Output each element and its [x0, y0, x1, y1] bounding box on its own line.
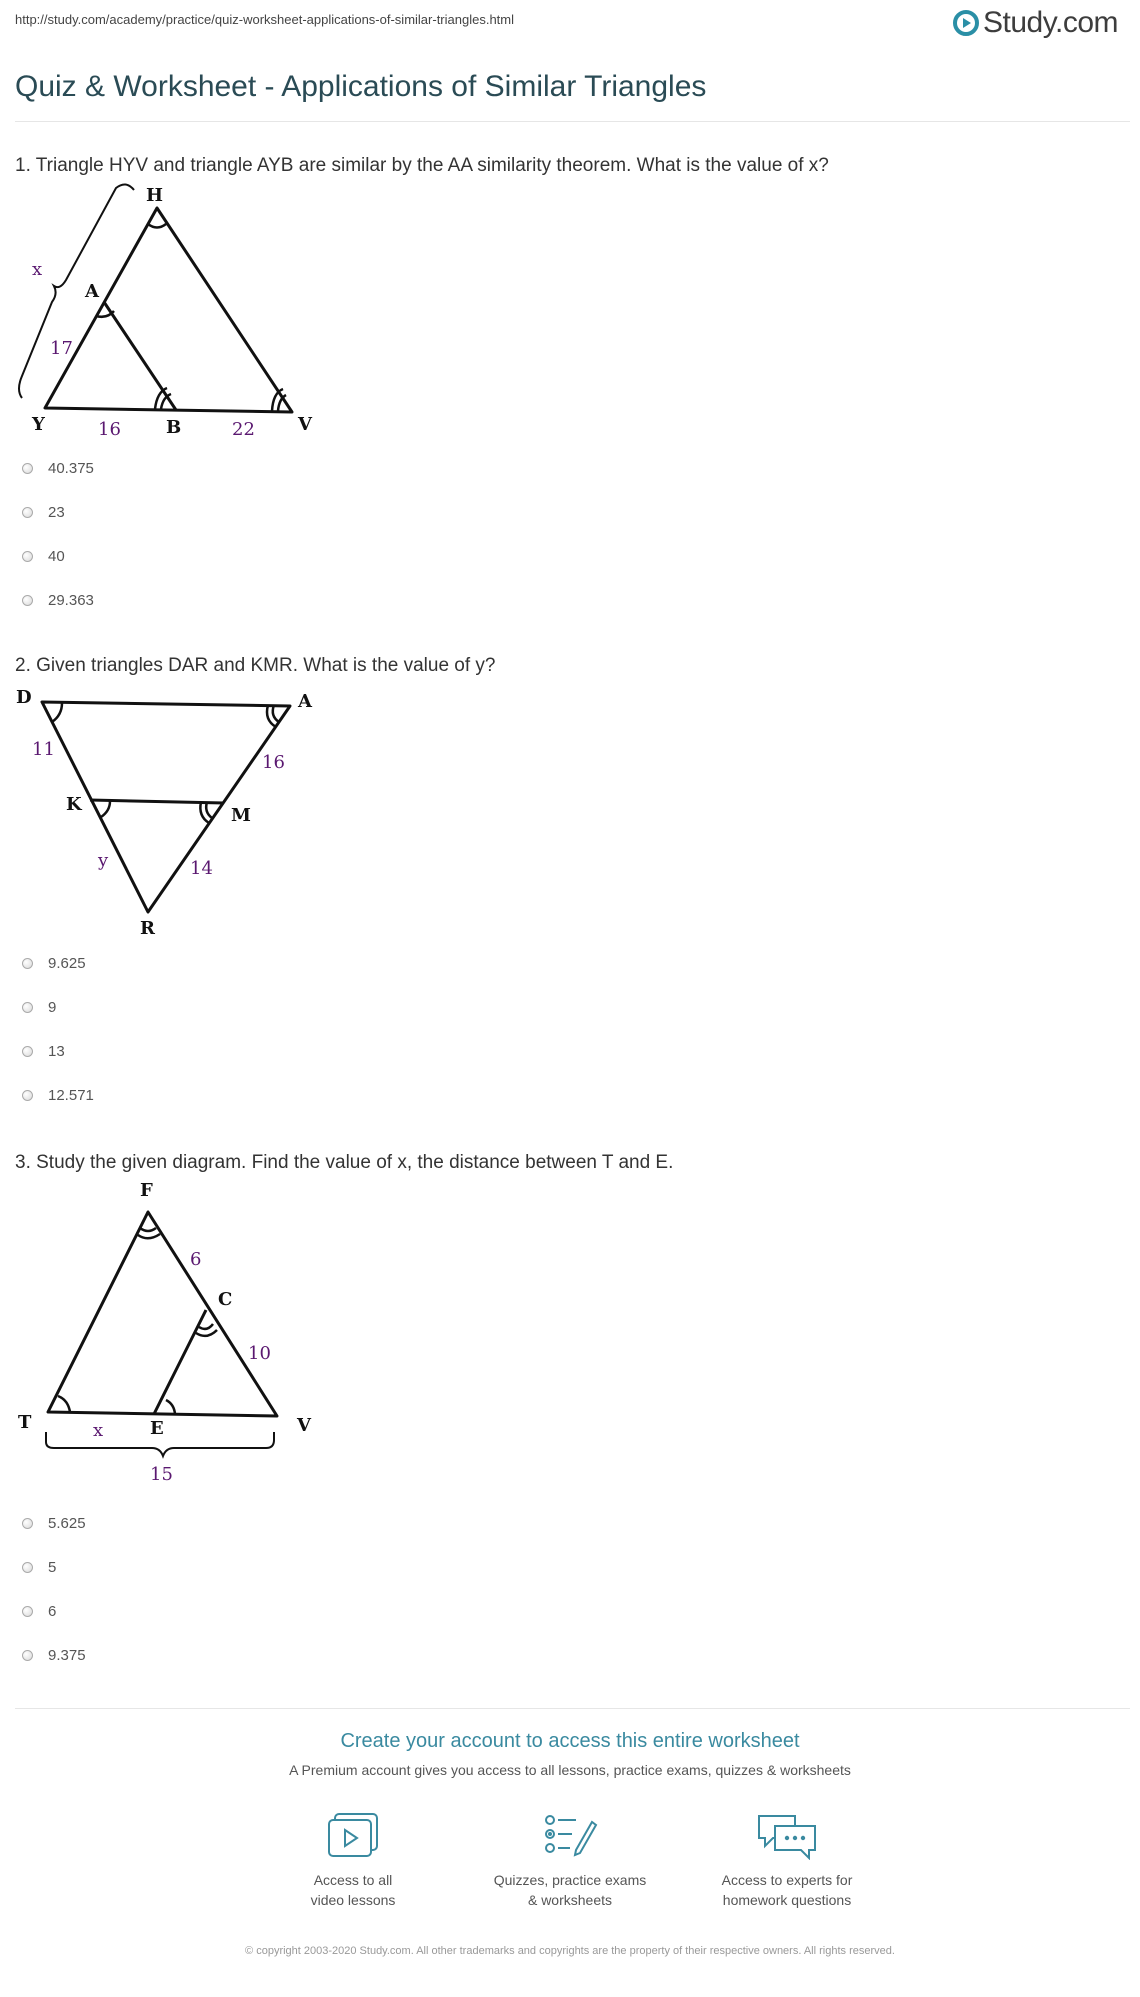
q2-option-4[interactable]: 12.571 — [22, 1087, 94, 1104]
radio-button[interactable] — [22, 463, 33, 474]
label-14: 14 — [190, 858, 213, 879]
q1-option-3[interactable]: 40 — [22, 548, 65, 565]
q3-option-3[interactable]: 6 — [22, 1603, 56, 1620]
radio-button[interactable] — [22, 1606, 33, 1617]
question-2-diagram — [0, 680, 340, 940]
radio-button[interactable] — [22, 595, 33, 606]
label-K: K — [66, 794, 82, 815]
label-22: 22 — [232, 419, 255, 440]
study-logo[interactable] — [953, 6, 1118, 40]
label-B: B — [166, 417, 182, 438]
label-C: C — [218, 1289, 233, 1310]
label-16: 16 — [262, 752, 285, 773]
label-x: x — [93, 1420, 104, 1441]
brace-x — [19, 184, 134, 398]
label-T: T — [18, 1412, 32, 1433]
label-E: E — [150, 1418, 164, 1439]
divider — [15, 121, 1130, 122]
divider — [15, 1708, 1130, 1709]
q3-option-4[interactable]: 9.375 — [22, 1647, 86, 1664]
q3-option-2[interactable]: 5 — [22, 1559, 56, 1576]
logo-text: Study.com — [983, 6, 1118, 39]
video-icon — [325, 1812, 381, 1860]
label-A: A — [85, 281, 99, 302]
radio-button[interactable] — [22, 1090, 33, 1101]
q1-option-4[interactable]: 29.363 — [22, 592, 94, 609]
copyright-notice: © copyright 2003-2020 Study.com. All other trademarks and copyrights are the property of their respective owners. All rights reserved. — [245, 1945, 895, 1957]
cta-title-link[interactable]: Create your account to access this entire worksheet — [340, 1730, 800, 1752]
label-16: 16 — [98, 419, 121, 440]
label-H: H — [146, 185, 164, 206]
label-D: D — [16, 687, 32, 708]
question-1-diagram — [0, 180, 340, 445]
radio-button[interactable] — [22, 958, 33, 969]
q2-option-3[interactable]: 13 — [22, 1043, 65, 1060]
label-R: R — [140, 918, 155, 939]
q2-option-1[interactable]: 9.625 — [22, 955, 86, 972]
radio-button[interactable] — [22, 1650, 33, 1661]
label-F: F — [140, 1180, 153, 1201]
feature-quizzes: Quizzes, practice exams & worksheets — [460, 1812, 680, 1910]
label-15: 15 — [150, 1464, 173, 1485]
radio-button[interactable] — [22, 1562, 33, 1573]
label-V: V — [298, 414, 312, 435]
radio-button[interactable] — [22, 507, 33, 518]
feature-video-lessons: Access to all video lessons — [243, 1812, 463, 1910]
label-V: V — [297, 1415, 311, 1436]
label-A: A — [298, 691, 312, 712]
label-y: y — [98, 850, 109, 871]
radio-button[interactable] — [22, 1046, 33, 1057]
feature-experts: Access to experts for homework questions — [677, 1812, 897, 1910]
page-url: http://study.com/academy/practice/quiz-worksheet-applications-of-similar-triangles.html — [15, 12, 515, 27]
cta-subtitle: A Premium account gives you access to all lessons, practice exams, quizzes & worksheets — [289, 1762, 851, 1778]
question-1-text: 1. Triangle HYV and triangle AYB are similar by the AA similarity theorem. What is the value of x? — [15, 155, 829, 176]
chat-icon — [755, 1812, 819, 1860]
question-3-text: 3. Study the given diagram. Find the value of x, the distance between T and E. — [15, 1152, 674, 1173]
q2-option-2[interactable]: 9 — [22, 999, 56, 1016]
label-x: x — [32, 259, 43, 280]
question-2-text: 2. Given triangles DAR and KMR. What is the value of y? — [15, 655, 496, 676]
page-title: Quiz & Worksheet - Applications of Similar Triangles — [15, 70, 707, 103]
play-circle-icon — [953, 10, 979, 36]
radio-button[interactable] — [22, 1518, 33, 1529]
radio-button[interactable] — [22, 551, 33, 562]
label-6: 6 — [190, 1249, 202, 1270]
radio-button[interactable] — [22, 1002, 33, 1013]
label-M: M — [231, 805, 251, 826]
label-Y: Y — [32, 414, 45, 435]
question-3-diagram — [0, 1170, 340, 1500]
q1-option-2[interactable]: 23 — [22, 504, 65, 521]
q1-option-1[interactable]: 40.375 — [22, 460, 94, 477]
q3-option-1[interactable]: 5.625 — [22, 1515, 86, 1532]
checklist-icon — [542, 1812, 598, 1860]
label-11: 11 — [32, 739, 55, 760]
label-10: 10 — [248, 1343, 271, 1364]
label-17: 17 — [50, 338, 73, 359]
